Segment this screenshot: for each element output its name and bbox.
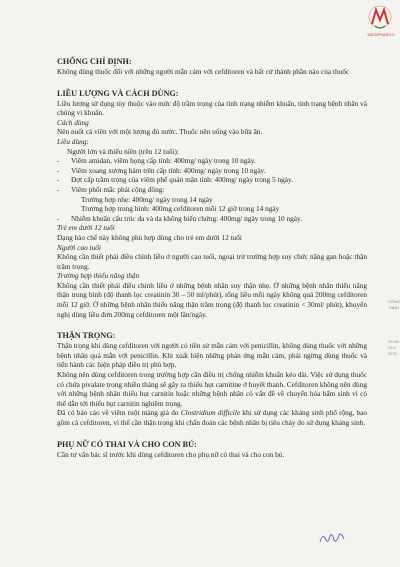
list-item: - Nhiễm khuẩn cấu trúc da và da không biến chứng: 400mg/ ngày trong 10 ngày. [57, 214, 367, 224]
pregnancy-title: PHỤ NỮ CÓ THAI VÀ CHO CON BÚ: [57, 439, 197, 449]
side-mark: ATIO [388, 351, 398, 356]
dose-heading: Liều dùng: [57, 136, 89, 146]
children-heading: Trẻ em dưới 12 tuổi [57, 223, 115, 233]
list-item: - Đợt cấp trầm trọng của viêm phế quản mãn tính: 400mg/ ngày trong 5 ngày. [57, 175, 367, 185]
contraindications-title: CHỐNG CHỈ ĐỊNH: [57, 57, 132, 66]
side-mark: CÔNG [388, 299, 400, 304]
elderly-heading: Người cao tuổi [57, 242, 101, 252]
clostridium-name: Clostridium difficile [180, 408, 241, 418]
dose-list [57, 156, 367, 194]
usage-text: Nên nuốt cả viên với một lượng đủ nước. Thuốc nên uống vào bữa ăn. [57, 127, 263, 137]
pregnancy-text: Cần tư vấn bác sĩ trước khi dùng cefditoren cho phụ nữ có thai và cho con bú. [57, 449, 285, 459]
renal-heading: Trường hợp thiểu năng thận [57, 271, 140, 281]
list-item: - Viêm phổi mắc phải cộng đồng: [57, 185, 367, 195]
list-item: - Viêm amidan, viêm họng cấp tính: 400mg/ ngày trong 10 ngày. [57, 156, 367, 166]
side-mark: HUY [388, 345, 397, 350]
company-logo-icon [368, 4, 392, 34]
precautions-title: THẬN TRỌNG: [57, 331, 116, 341]
adults-heading: Người lớn và thiếu niên (trên 12 tuổi): [67, 146, 179, 156]
precautions-paragraph-clostridium [57, 408, 367, 427]
usage-heading: Cách dùng [57, 117, 89, 127]
dosage-intro: Liều lượng sử dụng tùy thuộc vào mức độ trầm trọng của tình trạng nhiễm khuẩn, tình trạng bệnh nhân và chủng vi khuẩn. [57, 98, 367, 118]
contraindications-text: Không dùng thuốc đối với những người mẫn cảm với cefditoren và bất cứ thành phần nào của thuốc [57, 67, 350, 76]
pneumonia-moderate: Trường hợp trung bình: 400mg cefditoren mỗi 12 giờ trong 14 ngày [81, 204, 280, 214]
list-item: - Viêm xoang xương hàm trên cấp tính: 400mg/ ngày trong 10 ngày. [57, 166, 367, 176]
side-mark: STUN [388, 339, 399, 344]
children-text: Dạng bào chế này không phù hợp dùng cho trẻ em dưới 12 tuổi [57, 232, 242, 242]
clostridium-post: khi sử dụng các kháng sinh phổ rộng, bao gồm cả cefditoren, vì thế cần thận trọng khi chẩn đoán các bệnh nhân bị tiêu chảy do sử dụng kháng sinh. [57, 408, 367, 427]
renal-text: Không cần thiết phải điều chỉnh liều ở những bệnh nhân suy thận nhẹ. Ở những bệnh nhân thiểu năng thận trung bình (độ thanh lọc creatinin 30 – 50 ml/phút), tổng liều mỗi ngày không quá 200mg cefditoren mỗi 12 giờ. Ở những bệnh nhân thiểu năng thận trầm trọng (độ thanh lọc creatinin < 30ml/ phút), khuyến nghị dùng liều đơn 200mg cefditoren một lần/ngày. [57, 280, 367, 319]
document-content [57, 56, 367, 459]
side-mark: TNHH [388, 305, 400, 310]
pneumonia-mild: Trường hợp nhẹ: 400mg/ ngày trong 14 ngày [81, 194, 213, 204]
precautions-paragraph: Không nên dùng cefditoren trong trường hợp cần điều trị chống nhiễm khuẩn kéo dài. Việc sử dụng thuốc có chứa pivalate trong nhiều tháng sẽ gây ra thiếu hụt carnitine ở huyết thanh. Cefditoren không nên dùng với những bệnh nhân thiếu hụt carnitin hoặc những bệnh nhân có vấn đề về chuyển hóa bẩm sinh vì có thể dẫn tới thiếu hụt carnitin nghiêm trọng. [57, 370, 367, 408]
elderly-text: Không cần thiết phải điều chỉnh liều ở người cao tuổi, ngoại trừ trường hợp suy chức năng gan hoặc thận trầm trọng. [57, 252, 367, 271]
dose-list-2 [57, 214, 367, 224]
precautions-paragraph: Thận trọng khi dùng cefditoren với người có tiền sử mẫn cảm với penicillin, không dùng thuốc với những bệnh nhân quá mẫn với penicillin. Khi xuất hiện những phản ứng mẫn cảm, phải ngừng dùng thuốc và tiến hành các biện pháp điều trị phù hợp. [57, 341, 367, 370]
dosage-title: LIỀU LƯỢNG VÀ CÁCH DÙNG: [57, 88, 179, 98]
logo-text: MEDIPHARCO [367, 32, 395, 37]
clostridium-pre: Đã có báo cáo về viêm ruột màng giả do [57, 408, 181, 418]
signature-icon [318, 530, 348, 546]
